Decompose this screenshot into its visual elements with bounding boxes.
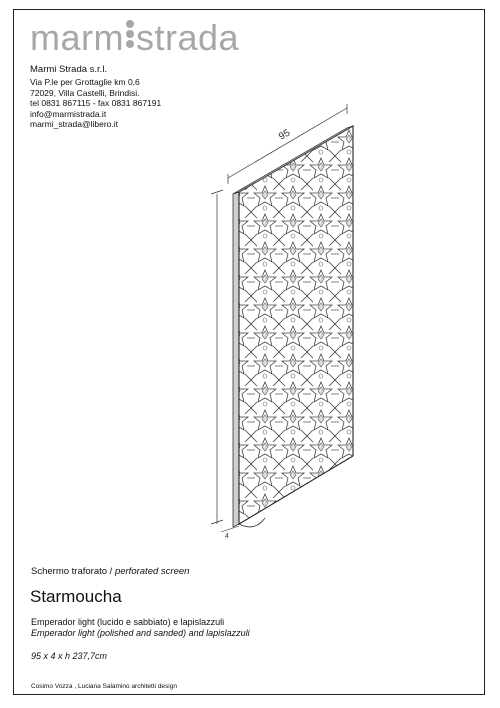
product-name: Starmoucha [30,587,122,606]
address-street: Via P.le per Grottaglie km 0,6 [30,77,140,87]
category-italian: Schermo traforato / [31,566,115,577]
width-dimension-label: 95 [277,127,293,143]
material-italian: Emperador light (lucido e sabbiato) e lapislazzuli [31,617,225,627]
company-name: Marmi Strada s.r.l. [30,64,108,75]
category-english: perforated screen [114,566,190,577]
brand-logo-part2: strada [136,17,240,58]
screen-drawing [195,100,375,550]
logo-dots-icon [125,18,135,48]
address-phone: tel 0831 867115 - fax 0831 867191 [30,98,162,108]
depth-dimension-label: 4 [225,533,229,540]
material-english: Emperador light (polished and sanded) and lapislazzuli [31,628,250,638]
product-category [31,566,189,577]
address-city: 72029, Villa Castelli, Brindisi. [30,87,140,98]
brand-logo [30,18,239,58]
address-email-info[interactable]: info@marmistrada.it [30,108,107,119]
brand-logo-part1: marm [30,17,124,58]
company-address [30,64,161,130]
designer-credit: Cosimo Vozza , Luciana Salamino architetti design [31,683,177,690]
address-email-alt[interactable]: marmi_strada@libero.it [30,119,118,129]
product-dimensions: 95 x 4 x h 237,7cm [31,651,108,661]
